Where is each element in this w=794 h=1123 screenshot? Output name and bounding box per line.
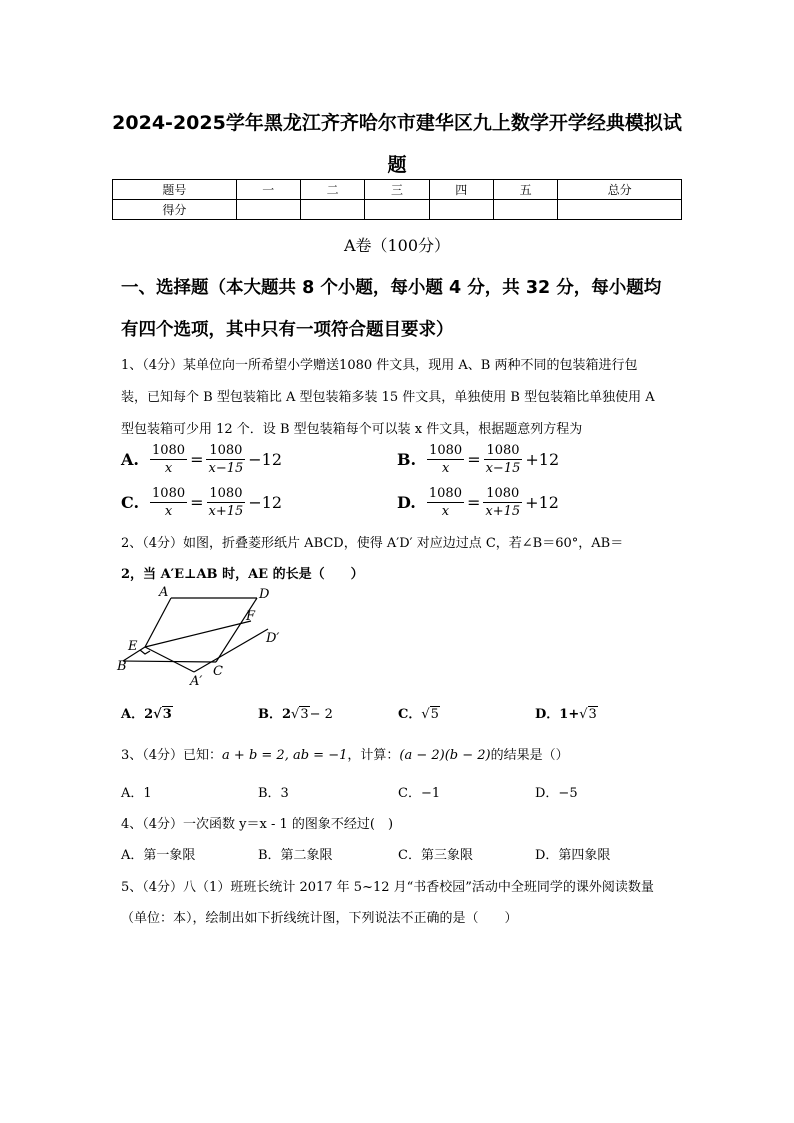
q3-option-b[interactable]: B．3 xyxy=(258,786,289,801)
question-3: 3、（4分）已知：a + b = 2, ab = −1，计算：(a − 2)(b − 2)的结果是（） xyxy=(121,748,569,763)
score-header-cell: 总分 xyxy=(558,180,682,200)
question-4: 4、（4分）一次函数 y＝x - 1 的图象不经过( ) xyxy=(121,817,394,832)
q4-option-d[interactable]: D．第四象限 xyxy=(535,848,611,863)
score-table xyxy=(112,179,682,220)
rhombus-figure xyxy=(115,585,295,687)
q2-option-d[interactable]: D．1+√3 xyxy=(535,707,597,722)
score-cell[interactable] xyxy=(429,200,493,220)
question-2-line1: 2、（4分）如图，折叠菱形纸片 ABCD，使得 A′D′ 对应边过点 C，若∠B＝60°，AB＝ xyxy=(121,536,624,551)
label-b: B xyxy=(117,659,127,674)
score-header-cell: 题号 xyxy=(113,180,237,200)
score-cell[interactable] xyxy=(236,200,300,220)
q4-option-c[interactable]: C．第三象限 xyxy=(398,848,473,863)
question-5-line1: 5、（4分）八（1）班班长统计 2017 年 5~12 月“书香校园”活动中全班同学的课外阅读数量 xyxy=(121,880,654,895)
label-e: E xyxy=(128,639,138,654)
score-cell[interactable] xyxy=(493,200,557,220)
q3-option-d[interactable]: D．−5 xyxy=(535,786,578,801)
q4-option-b[interactable]: B．第二象限 xyxy=(258,848,333,863)
question-5-line2: （单位：本），绘制出如下折线统计图，下列说法不正确的是（ ） xyxy=(121,911,518,926)
label-d: D xyxy=(259,587,270,602)
score-cell[interactable] xyxy=(558,200,682,220)
score-header-cell: 四 xyxy=(429,180,493,200)
q1-option-b[interactable]: B. $\frac{1080}{x}$ = $\frac{1080}{x-15}$ +12 xyxy=(397,443,560,476)
q1-option-c[interactable]: C. $\frac{1080}{x}$ = $\frac{1080}{x+15}$ −12 xyxy=(121,486,283,519)
score-cell[interactable] xyxy=(365,200,429,220)
label-f: F xyxy=(246,609,256,624)
score-header-cell: 五 xyxy=(493,180,557,200)
q1-option-d[interactable]: D. $\frac{1080}{x}$ = $\frac{1080}{x+15}$ +12 xyxy=(397,486,559,519)
label-a-prime: A′ xyxy=(190,674,203,687)
label-d-prime: D′ xyxy=(266,631,280,646)
q3-option-c[interactable]: C．−1 xyxy=(398,786,441,801)
question-1-line1: 1、（4分）某单位向一所希望小学赠送1080 件文具，现用 A、B 两种不同的包装箱进行包 xyxy=(121,358,638,373)
q3-option-a[interactable]: A．1 xyxy=(121,786,152,801)
score-table-row xyxy=(113,200,682,220)
document-title-line2: 题 xyxy=(387,154,407,176)
score-table-header-row xyxy=(113,180,682,200)
section-heading-line2: 有四个选项，其中只有一项符合题目要求） xyxy=(121,320,454,340)
score-header-cell: 三 xyxy=(365,180,429,200)
q1-option-a[interactable]: A. $\frac{1080}{x}$ = $\frac{1080}{x-15}$ −12 xyxy=(121,443,283,476)
document-title-line1: 2024-2025学年黑龙江齐齐哈尔市建华区九上数学开学经典模拟试 xyxy=(112,112,682,134)
volume-label: A卷（100分） xyxy=(343,236,451,255)
section-heading-line1: 一、选择题（本大题共 8 个小题，每小题 4 分，共 32 分，每小题均 xyxy=(121,278,662,298)
q2-option-c[interactable]: C．√5 xyxy=(398,707,439,722)
score-header-cell: 一 xyxy=(236,180,300,200)
score-row-label: 得分 xyxy=(113,200,237,220)
q2-option-a[interactable]: A．2√3 xyxy=(121,707,172,722)
q2-option-b[interactable]: B．2√3− 2 xyxy=(258,707,333,722)
score-header-cell: 二 xyxy=(300,180,364,200)
label-a: A xyxy=(159,585,169,600)
question-1-line2: 装，已知每个 B 型包装箱比 A 型包装箱多装 15 件文具，单独使用 B 型包装箱比单独使用 A xyxy=(121,390,655,405)
question-2-line2: 2，当 A′E⊥AB 时，AE 的长是（ ） xyxy=(121,567,364,582)
score-cell[interactable] xyxy=(300,200,364,220)
label-c: C xyxy=(213,664,223,679)
q4-option-a[interactable]: A．第一象限 xyxy=(121,848,196,863)
question-1-line3: 型包装箱可少用 12 个．设 B 型包装箱每个可以装 x 件文具，根据题意列方程为 xyxy=(121,422,583,437)
